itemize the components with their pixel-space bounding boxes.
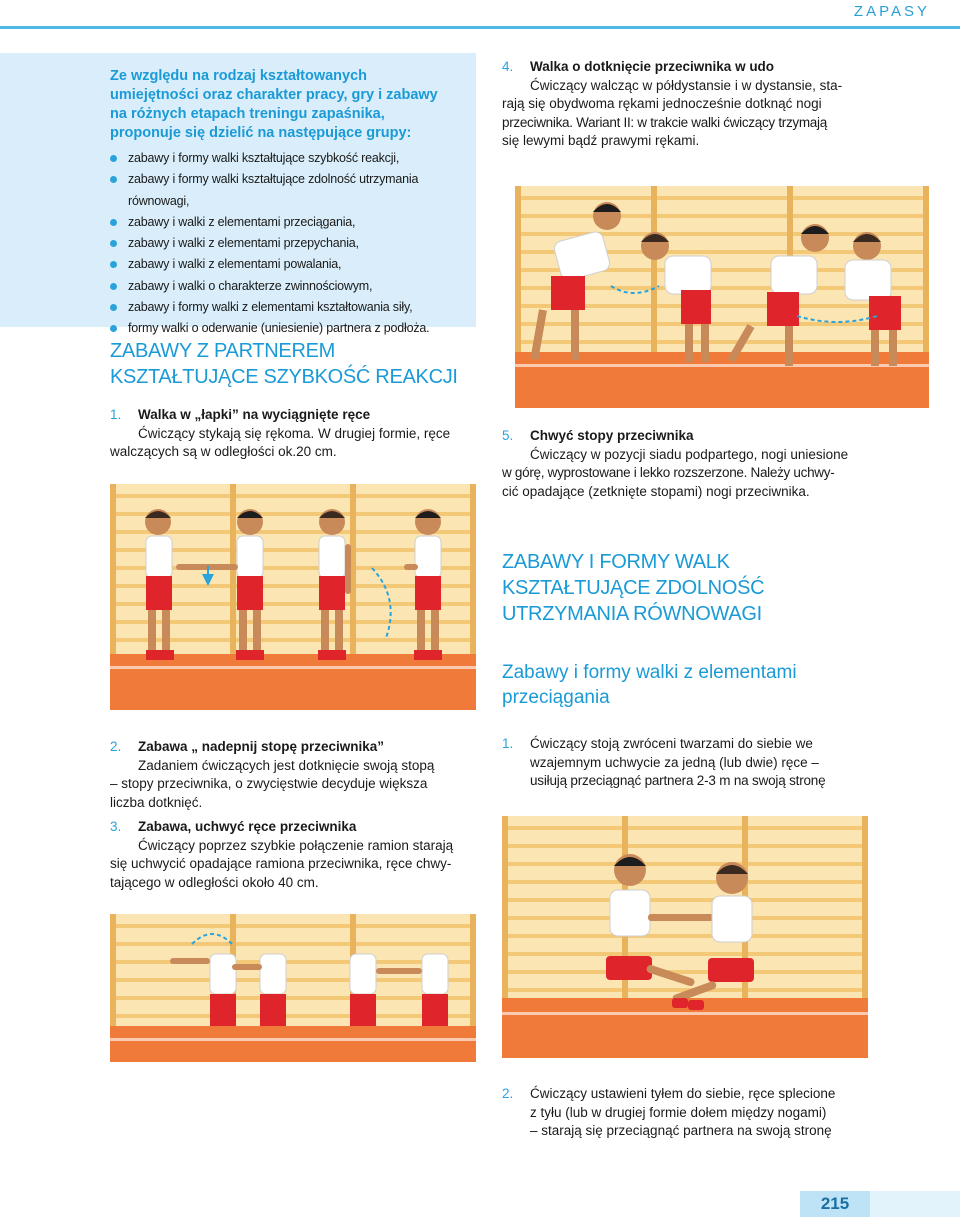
illustration-seated-pull xyxy=(502,816,868,1058)
section-heading-balance xyxy=(502,549,764,627)
header-rule xyxy=(0,26,960,29)
intro-box xyxy=(0,53,476,336)
exercise-text: tającego w odległości około 40 cm. xyxy=(110,874,319,890)
exercise-text: Ćwiczący stoją zwróceni twarzami do siebie we xyxy=(530,736,813,751)
exercise-number: 1. xyxy=(502,736,514,751)
illustration-grab-hands xyxy=(110,914,476,1062)
exercise-2 xyxy=(110,738,476,812)
exercise-5 xyxy=(502,427,872,501)
exercise-text: usiłują przeciągnąć partnera 2-3 m na swoją stronę xyxy=(530,773,826,788)
list-item: zabawy i formy walki kształtujące szybkość reakcji, xyxy=(110,148,454,169)
exercise-text: się uchwycić opadające ramiona przeciwnika, ręce chwy- xyxy=(110,856,452,871)
section-heading-line: KSZTAŁTUJĄCE SZYBKOŚĆ REAKCJI xyxy=(110,366,458,388)
list-item: formy walki o oderwanie (uniesienie) partnera z podłoża. xyxy=(110,318,454,339)
subsection-heading-line: przeciągania xyxy=(502,687,610,708)
exercise-number: 2. xyxy=(502,1086,514,1101)
list-item: zabawy i formy walki kształtujące zdolność utrzymania równowagi, xyxy=(110,169,454,212)
exercise-number: 2. xyxy=(110,739,122,754)
exercise-text: Ćwiczący ustawieni tyłem do siebie, ręce splecione xyxy=(530,1086,836,1101)
section-heading-line: UTRZYMANIA RÓWNOWAGI xyxy=(502,603,762,625)
list-item: zabawy i walki z elementami przeciągania, xyxy=(110,212,454,233)
section-heading-reaction xyxy=(110,338,458,390)
running-header: ZAPASY xyxy=(853,3,930,20)
exercise-text: walczących są w odległości ok.20 cm. xyxy=(110,444,337,459)
exercise-title: Walka o dotknięcie przeciwnika w udo xyxy=(530,59,775,74)
exercise-text: Ćwiczący w pozycji siadu podpartego, nogi uniesione xyxy=(530,446,849,462)
exercise-title: Chwyć stopy przeciwnika xyxy=(530,428,694,443)
exercise-number: 3. xyxy=(110,819,122,834)
list-item: zabawy i walki o charakterze zwinnościowym, xyxy=(110,276,454,297)
section-heading-line: ZABAWY I FORMY WALK xyxy=(502,551,730,573)
exercise-title: Zabawa, uchwyć ręce przeciwnika xyxy=(138,819,357,834)
exercise-number: 1. xyxy=(110,407,122,422)
exercise-number: 4. xyxy=(502,59,514,74)
wrestlers-illustration xyxy=(110,484,476,710)
subsection-heading xyxy=(502,660,797,710)
exercise-text: Ćwiczący walcząc w półdystansie i w dystansie, sta- xyxy=(530,77,843,93)
page-number: 215 xyxy=(800,1191,870,1217)
exercise-text: przeciwnika. Wariant II: w trakcie walki ćwiczący trzymają xyxy=(502,114,827,130)
wrestlers-illustration xyxy=(502,816,868,1058)
exercise-text: – stopy przeciwnika, o zwycięstwie decyduje większa xyxy=(110,776,428,791)
exercise-1 xyxy=(110,406,476,462)
exercise-text: – starają się przeciągnąć partnera na swoją stronę xyxy=(530,1123,832,1138)
exercise-text: liczba dotknięć. xyxy=(110,794,203,810)
exercise-4 xyxy=(502,58,872,151)
subsection-heading-line: Zabawy i formy walki z elementami xyxy=(502,662,797,683)
section-heading-line: ZABAWY Z PARTNEREM xyxy=(110,340,336,362)
exercise-text: cić opadające (zetknięte stopami) nogi przeciwnika. xyxy=(502,483,810,499)
wrestlers-illustration xyxy=(110,914,476,1062)
wrestlers-illustration xyxy=(515,186,929,408)
intro-list xyxy=(110,148,454,340)
list-item: zabawy i formy walki z elementami kształtowania siły, xyxy=(110,297,454,318)
exercise-number: 5. xyxy=(502,428,514,443)
exercise-text: Ćwiczący poprzez szybkie połączenie ramion starają xyxy=(138,837,454,853)
exercise-pull-1 xyxy=(502,735,872,791)
exercise-text: z tyłu (lub w drugiej formie dołem między nogami) xyxy=(530,1104,827,1120)
exercise-text: Zadaniem ćwiczących jest dotknięcie swoją stopą xyxy=(138,757,435,773)
intro-title: Ze względu na rodzaj kształtowanych umiejętności oraz charakter pracy, gry i zabawy na różnych etapach treningu zapaśnika, proponuje się dzielić na następujące grupy: xyxy=(110,68,438,141)
illustration-thigh-touch xyxy=(515,186,929,408)
page-number-bar xyxy=(870,1191,960,1217)
illustration-hand-slap xyxy=(110,484,476,710)
list-item: zabawy i walki z elementami powalania, xyxy=(110,254,454,275)
exercise-title: Walka w „łapki” na wyciągnięte ręce xyxy=(138,407,371,422)
exercise-3 xyxy=(110,818,476,892)
exercise-text: wzajemnym uchwycie za jedną (lub dwie) ręce – xyxy=(530,754,819,770)
exercise-title: Zabawa „ nadepnij stopę przeciwnika” xyxy=(138,739,385,754)
exercise-text: rają się obydwoma rękami jednocześnie dotknąć nogi xyxy=(502,96,822,111)
exercise-text: w górę, wyprostowane i lekko rozszerzone. Należy uchwy- xyxy=(502,465,835,480)
section-heading-line: KSZTAŁTUJĄCE ZDOLNOŚĆ xyxy=(502,577,765,599)
exercise-text: się lewymi bądź prawymi rękami. xyxy=(502,133,700,148)
list-item: zabawy i walki z elementami przepychania, xyxy=(110,233,454,254)
exercise-pull-2 xyxy=(502,1085,872,1141)
exercise-text: Ćwiczący stykają się rękoma. W drugiej formie, ręce xyxy=(138,425,451,441)
